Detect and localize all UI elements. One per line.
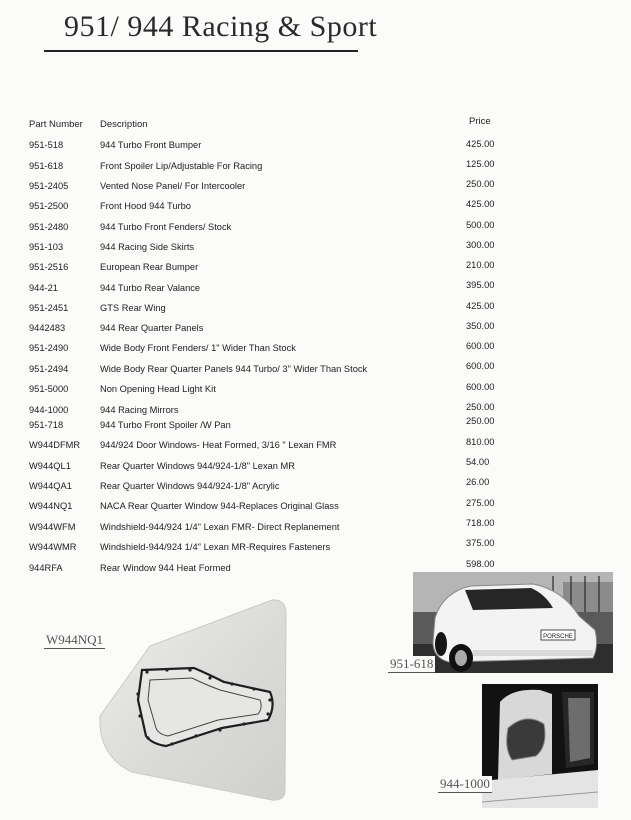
part-number: 951-2451 [29,303,69,313]
table-row [0,201,631,215]
car-caption: 951-618 [390,656,434,671]
table-row [0,416,631,434]
part-description: 944 Racing Side Skirts [100,242,195,252]
part-description: Windshield-944/924 1/4" Lexan MR-Requires Fasteners [100,542,331,552]
table-row [0,402,631,419]
part-price: 425.00 [466,199,495,209]
part-description: 944 Turbo Front Spoiler /W Pan [100,420,231,430]
part-price: 26.00 [466,477,490,487]
part-description: Front Spoiler Lip/Adjustable For Racing [100,161,263,171]
part-number: 951-2494 [29,364,69,374]
part-description: European Rear Bumper [100,262,199,272]
part-number: 951-2516 [29,262,69,272]
part-description: Wide Body Rear Quarter Panels 944 Turbo/ 3" Wider Than Stock [100,364,368,374]
part-number: W944WFM [29,522,76,532]
part-description: Vented Nose Panel/ For Intercooler [100,181,246,191]
part-price: 250.00 [466,179,495,189]
part-description: GTS Rear Wing [100,303,166,313]
table-row [0,323,631,337]
page-title: 951/ 944 Racing & Sport [64,10,378,43]
porsche-944-image [413,572,613,673]
part-price: 375.00 [466,538,495,548]
part-number: 944-1000 [29,405,69,415]
table-row [0,222,631,236]
car-photo [413,572,613,673]
mirror-caption: 944-1000 [440,776,490,791]
part-price: 425.00 [466,301,495,311]
table-row [0,384,631,398]
part-description: Rear Quarter Windows 944/924-1/8" Acrylic [100,481,280,491]
table-row [0,477,631,495]
part-price: 600.00 [466,341,495,351]
table-row [0,361,631,378]
part-price: 300.00 [466,240,495,250]
part-description: Rear Window 944 Heat Formed [100,563,231,573]
part-description: 944 Rear Quarter Panels [100,323,204,333]
license-plate-text: PORSCHE [543,634,573,640]
table-row [0,437,631,454]
part-description: Front Hood 944 Turbo [100,201,191,211]
table-row [0,498,631,515]
table-row [0,343,631,357]
part-number: 951-618 [29,161,64,171]
mirror-photo [482,684,598,808]
title-underline [44,50,358,52]
part-price: 350.00 [466,321,495,331]
part-number: 951-518 [29,140,64,150]
header-price: Price [469,116,491,127]
part-description: 944/924 Door Windows- Heat Formed, 3/16 " Lexan FMR [100,440,337,450]
header-part-number: Part Number [29,119,83,130]
part-description: Rear Quarter Windows 944/924-1/8" Lexan MR [100,461,296,471]
part-number: W944WMR [29,542,77,552]
part-description: 944 Turbo Front Fenders/ Stock [100,222,232,232]
part-description: NACA Rear Quarter Window 944-Replaces Original Glass [100,501,339,511]
part-price: 600.00 [466,361,495,371]
table-row [0,161,631,175]
part-price: 600.00 [466,382,495,392]
naca-window-image [92,596,292,806]
table-row [0,518,631,536]
part-price: 275.00 [466,498,495,508]
part-number: 951-2500 [29,201,69,211]
racing-mirror-image [482,684,598,808]
part-number: 951-2490 [29,343,69,353]
table-row [0,262,631,276]
part-description: Non Opening Head Light Kit [100,384,216,394]
part-description: 944 Turbo Rear Valance [100,283,201,293]
part-price: 210.00 [466,260,495,270]
table-row [0,457,631,475]
part-number: 951-718 [29,420,64,430]
part-price: 718.00 [466,518,495,528]
part-number: 944RFA [29,563,63,573]
part-number: 944-21 [29,283,58,293]
window-photo [92,596,292,806]
part-description: Wide Body Front Fenders/ 1" Wider Than Stock [100,343,296,353]
table-row [0,538,631,556]
table-row [0,242,631,256]
part-number: 951-2480 [29,222,69,232]
part-price: 395.00 [466,280,495,290]
table-row [0,303,631,317]
part-price: 250.00 [466,402,495,412]
part-price: 250.00 [466,416,495,426]
table-row [0,140,631,154]
window-caption: W944NQ1 [46,632,104,647]
part-number: 9442483 [29,323,66,333]
part-number: W944DFMR [29,440,81,450]
part-description: 944 Racing Mirrors [100,405,179,415]
part-price: 500.00 [466,220,495,230]
part-price: 54.00 [466,457,490,467]
part-number: W944NQ1 [29,501,73,511]
part-price: 810.00 [466,437,495,447]
part-number: W944QA1 [29,481,72,491]
part-description: 944 Turbo Front Bumper [100,140,202,150]
part-number: 951-103 [29,242,64,252]
part-price: 425.00 [466,139,495,149]
part-description: Windshield-944/924 1/4" Lexan FMR- Direct Replanement [100,522,340,532]
part-price: 598.00 [466,559,495,569]
part-number: 951-2405 [29,181,69,191]
part-price: 125.00 [466,159,495,169]
part-number: W944QL1 [29,461,71,471]
table-row [0,181,631,195]
part-number: 951-5000 [29,384,69,394]
header-description: Description [100,119,148,130]
table-row [0,280,631,297]
